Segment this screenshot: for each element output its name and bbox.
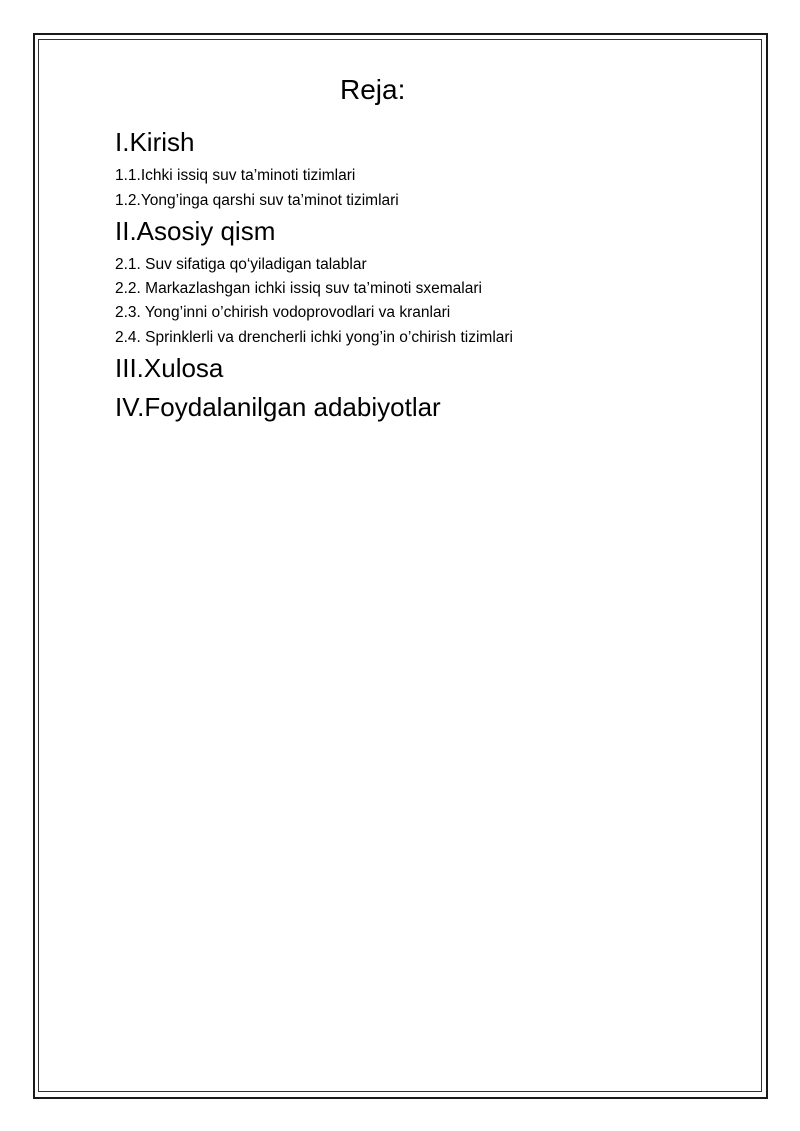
list-item: 2.1. Suv sifatiga qo‘yiladigan talablar [115, 256, 367, 273]
list-item: 1.2.Yong’inga qarshi suv ta’minot tizimlari [115, 192, 399, 209]
section-heading-kirish: I.Kirish [115, 127, 195, 157]
section-heading-xulosa: III.Xulosa [115, 353, 224, 383]
page-title: Reja: [340, 74, 406, 105]
list-item: 2.4. Sprinklerli va drencherli ichki yong’in o’chirish tizimlari [115, 329, 513, 346]
list-item: 2.2. Markazlashgan ichki issiq suv ta’minoti sxemalari [115, 280, 482, 297]
list-item: 1.1.Ichki issiq suv ta’minoti tizimlari [115, 167, 356, 184]
section-heading-adabiyotlar: IV.Foydalanilgan adabiyotlar [115, 392, 441, 422]
section-heading-asosiy-qism: II.Asosiy qism [115, 216, 276, 246]
list-item: 2.3. Yong’inni o’chirish vodoprovodlari va kranlari [115, 304, 451, 321]
